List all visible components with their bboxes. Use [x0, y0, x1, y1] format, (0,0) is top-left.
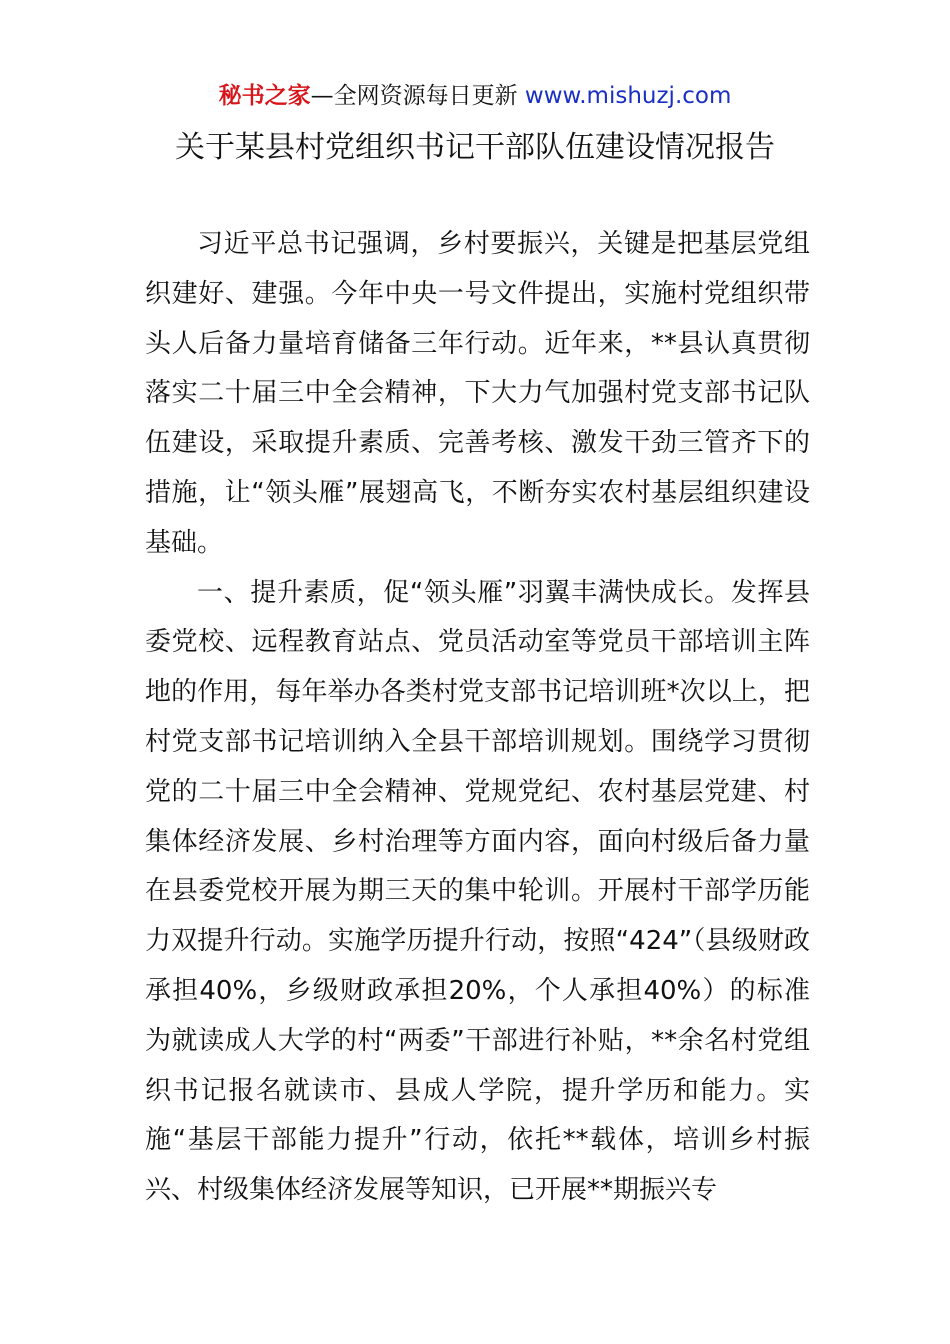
document-body — [145, 220, 810, 1216]
header-dash: — — [310, 83, 334, 109]
brand-name: 秘书之家 — [218, 83, 311, 109]
paragraph-section-1: 一、提升素质，促“领头雁”羽翼丰满快成长。发挥县委党校、远程教育站点、党员活动室等党员干部培训主阵地的作用，每年举办各类村党支部书记培训班*次以上，把村党支部书记培训纳入全县干部培训规划。围绕学习贯彻党的二十届三中全会精神、党规党纪、农村基层党建、村集体经济发展、乡村治理等方面内容，面向村级后备力量在县委党校开展为期三天的集中轮训。开展村干部学历能力双提升行动。实施学历提升行动，按照“424”（县级财政承担40%，乡级财政承担20%，个人承担40%）的标准为就读成人大学的村“两委”干部进行补贴，**余名村党组织书记报名就读市、县成人学院，提升学历和能力。实施“基层干部能力提升”行动，依托**载体，培训乡村振兴、村级集体经济发展等知识，已开展**期振兴专 — [145, 577, 810, 1206]
header-slogan: 全网资源每日更新 — [333, 83, 518, 109]
paragraph-intro: 习近平总书记强调，乡村要振兴，关键是把基层党组织建好、建强。今年中央一号文件提出，实施村党组织带头人后备力量培育储备三年行动。近年来，**县认真贯彻落实二十届三中全会精神，下大力气加强村党支部书记队伍建设，采取提升素质、完善考核、激发干劲三管齐下的措施，让“领头雁”展翅高飞，不断夯实农村基层组织建设基础。 — [145, 229, 810, 558]
site-url-link[interactable]: www.mishuzj.com — [524, 83, 732, 109]
document-title: 关于某县村党组织书记干部队伍建设情况报告 — [175, 130, 775, 165]
site-header — [0, 80, 950, 112]
